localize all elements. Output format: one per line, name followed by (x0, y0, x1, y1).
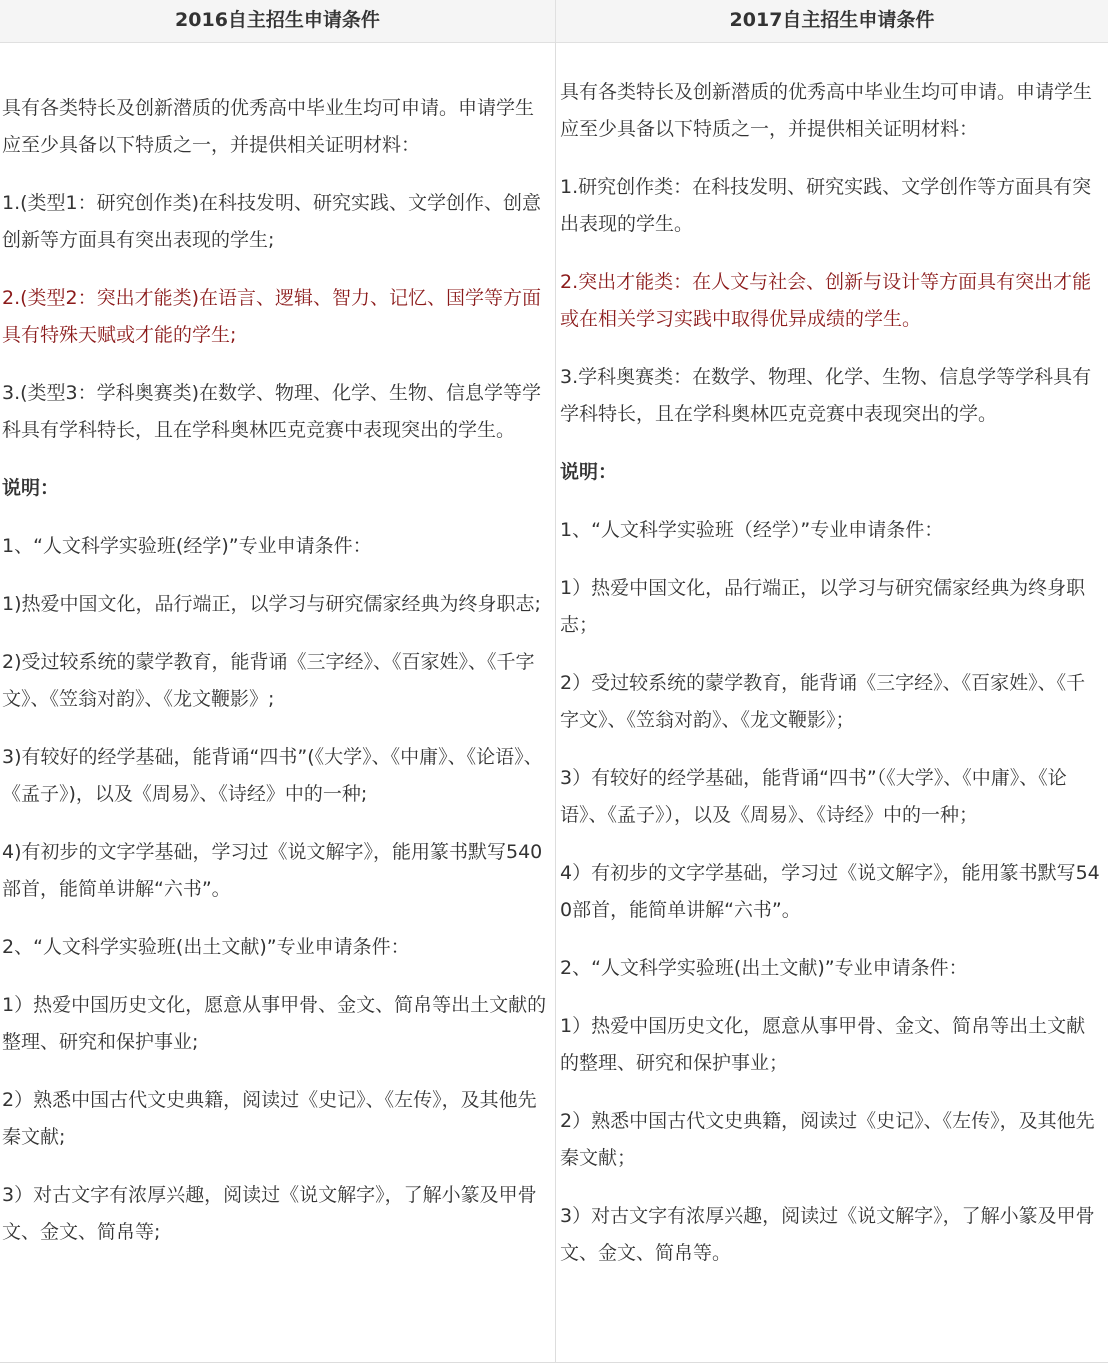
type-3-paragraph: 3.(类型3：学科奥赛类)在数学、物理、化学、生物、信息学等学科具有学科特长，且在学科奥林匹克竞赛中表现突出的学生。 (2, 382, 542, 441)
section-1-heading: 1、“人文科学实验班（经学）”专业申请条件： (560, 519, 944, 541)
requirement-item: 3)有较好的经学基础，能背诵“四书”(《大学》、《中庸》、《论语》、《孟子》)，以及《周易》、《诗经》中的一种; (2, 746, 543, 805)
type-2-paragraph: 2.(类型2：突出才能类)在语言、逻辑、智力、记忆、国学等方面具有特殊天赋或才能的学生; (2, 287, 542, 346)
intro-paragraph: 具有各类特长及创新潜质的优秀高中毕业生均可申请。申请学生应至少具备以下特质之一，并提供相关证明材料： (2, 97, 535, 156)
requirement-item: 1)热爱中国文化，品行端正，以学习与研究儒家经典为终身职志; (2, 593, 541, 615)
intro-paragraph: 具有各类特长及创新潜质的优秀高中毕业生均可申请。申请学生应至少具备以下特质之一，并提供相关证明材料： (560, 81, 1093, 140)
requirement-item: 2)受过较系统的蒙学教育，能背诵《三字经》、《百家姓》、《千字文》、《笠翁对韵》、《龙文鞭影》; (2, 651, 535, 710)
type-2-paragraph: 2.突出才能类：在人文与社会、创新与设计等方面具有突出才能或在相关学习实践中取得优异成绩的学生。 (560, 271, 1092, 330)
type-3-paragraph: 3.学科奥赛类：在数学、物理、化学、生物、信息学等学科具有学科特长，且在学科奥林匹克竞赛中表现突出的学。 (560, 366, 1092, 425)
notes-heading: 说明： (2, 477, 60, 499)
requirement-item: 1）热爱中国历史文化，愿意从事甲骨、金文、简帛等出土文献的整理、研究和保护事业; (2, 994, 547, 1053)
header-2016: 2016自主招生申请条件 (0, 0, 556, 42)
requirement-item: 3）对古文字有浓厚兴趣，阅读过《说文解字》，了解小篆及甲骨文、金文、简帛等。 (560, 1205, 1095, 1264)
notes-heading: 说明： (560, 461, 618, 483)
requirement-item: 1）热爱中国历史文化，愿意从事甲骨、金文、简帛等出土文献的整理、研究和保护事业； (560, 1015, 1086, 1074)
section-2-heading: 2、“人文科学实验班(出土文献)”专业申请条件： (2, 936, 410, 958)
column-2016 (2, 42, 552, 1272)
column-2017 (560, 42, 1104, 1293)
section-2-heading: 2、“人文科学实验班(出土文献)”专业申请条件： (560, 957, 968, 979)
requirement-item: 4)有初步的文字学基础，学习过《说文解字》，能用篆书默写540部首，能简单讲解“六书”。 (2, 841, 543, 900)
requirement-item: 2）受过较系统的蒙学教育，能背诵《三字经》、《百家姓》、《千字文》、《笠翁对韵》、《龙文鞭影》； (560, 672, 1086, 731)
type-1-paragraph: 1.(类型1：研究创作类)在科技发明、研究实践、文学创作、创意创新等方面具有突出表现的学生; (2, 192, 542, 251)
table-header (0, 0, 1108, 43)
requirement-item: 1）热爱中国文化，品行端正，以学习与研究儒家经典为终身职志； (560, 577, 1086, 636)
header-2017: 2017自主招生申请条件 (729, 9, 935, 31)
requirement-item: 4）有初步的文字学基础，学习过《说文解字》，能用篆书默写540部首，能简单讲解“六书”。 (560, 862, 1100, 921)
requirement-item: 3）有较好的经学基础，能背诵“四书”（《大学》、《中庸》、《论语》、《孟子》），以及《周易》、《诗经》中的一种； (560, 767, 1067, 826)
requirement-item: 3）对古文字有浓厚兴趣，阅读过《说文解字》，了解小篆及甲骨文、金文、简帛等; (2, 1184, 537, 1243)
column-divider (555, 42, 556, 1363)
requirement-item: 2）熟悉中国古代文史典籍，阅读过《史记》、《左传》，及其他先秦文献; (2, 1089, 537, 1148)
type-1-paragraph: 1.研究创作类：在科技发明、研究实践、文学创作等方面具有突出表现的学生。 (560, 176, 1092, 235)
requirement-item: 2）熟悉中国古代文史典籍，阅读过《史记》、《左传》，及其他先秦文献； (560, 1110, 1095, 1169)
section-1-heading: 1、“人文科学实验班(经学)”专业申请条件： (2, 535, 372, 557)
